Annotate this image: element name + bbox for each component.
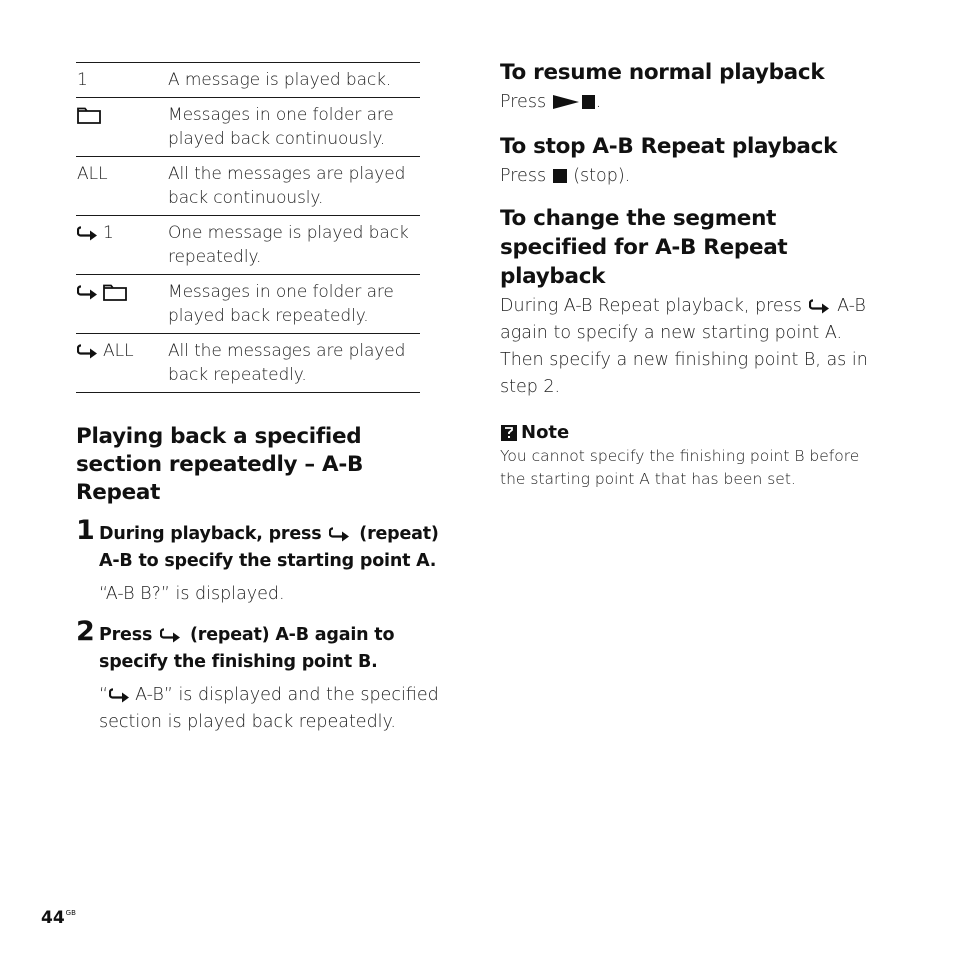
mode-symbol [76,275,168,334]
play-mode-table [76,62,420,393]
step-result-text: “ [99,685,109,705]
resume-text-b: . [595,92,602,112]
repeat-arrow-icon [329,527,351,542]
section-title: Playing back a specified section repeatedly – A-B Repeat [76,424,364,505]
resume-text-a: Press [500,92,547,112]
note-title: Note [521,422,570,443]
table-row [76,98,420,157]
stop-text-b: (stop). [573,166,631,186]
page-number [41,908,76,928]
folder-icon [103,284,127,301]
table-row [76,216,420,275]
page-number-value: 44 [41,908,65,928]
mode-description: One message is played back repeatedly. [168,223,409,267]
step-2 [76,616,446,736]
repeat-arrow-icon [77,285,99,300]
stop-title: To stop A-B Repeat playback [500,134,838,159]
mode-symbol-text: 1 [103,223,114,243]
change-title: To change the segment specified for A-B Repeat playback [500,206,788,289]
table-row [76,334,420,393]
mode-description: Messages in one folder are played back repeatedly. [168,282,394,326]
note-icon [500,424,518,442]
change-text-b: A-B again to specify a new starting point A. Then specify a new finishing point B, as in step 2. [500,296,868,397]
table-row [76,157,420,216]
step-result-text: A-B” is displayed and the specified section is played back repeatedly. [99,685,439,732]
step-number: 1 [76,515,95,546]
mode-symbol [76,334,168,393]
table-row [76,275,420,334]
stop-text-a: Press [500,166,547,186]
note-heading [500,421,885,445]
repeat-arrow-icon [809,299,831,314]
step-instruction-text: During playback, press [99,524,322,544]
mode-description: All the messages are played back continuously. [168,164,406,208]
step-instruction-text: (repeat) A-B again to specify the finishing point B. [99,625,395,672]
step-result [99,682,446,736]
repeat-arrow-icon [77,226,99,241]
mode-symbol-text: 1 [77,70,88,90]
mode-symbol [76,157,168,216]
resume-title: To resume normal playback [500,60,825,85]
mode-description: All the messages are played back repeatedly. [168,341,406,385]
page-number-suffix: GB [65,909,76,917]
stop-icon [552,168,568,184]
folder-icon [77,107,101,124]
step-number: 2 [76,616,95,647]
step-instruction-text: (repeat) A-B to specify the starting point A. [99,524,439,571]
step-1 [76,515,446,608]
note-text: You cannot specify the finishing point B before the starting point A that has been set. [500,447,860,488]
repeat-arrow-icon [160,628,182,643]
mode-description: A message is played back. [168,70,392,90]
step-instruction [99,521,446,575]
table-row [76,63,420,98]
left-column [76,62,446,736]
repeat-arrow-icon [109,688,131,703]
stop-text [500,163,885,190]
mode-symbol-text: ALL [77,164,108,184]
right-column [500,58,885,491]
mode-symbol [76,216,168,275]
mode-description: Messages in one folder are played back continuously. [168,105,394,149]
mode-symbol-text: ALL [103,341,134,361]
step-instruction-text: Press [99,625,153,645]
change-text-a: During A-B Repeat playback, press [500,296,802,316]
play-stop-icon [552,94,596,110]
repeat-arrow-icon [77,344,99,359]
change-text [500,293,885,401]
step-result: “A-B B?” is displayed. [99,584,285,604]
mode-symbol [76,63,168,98]
mode-symbol [76,98,168,157]
resume-text [500,89,885,116]
step-instruction [99,622,446,676]
